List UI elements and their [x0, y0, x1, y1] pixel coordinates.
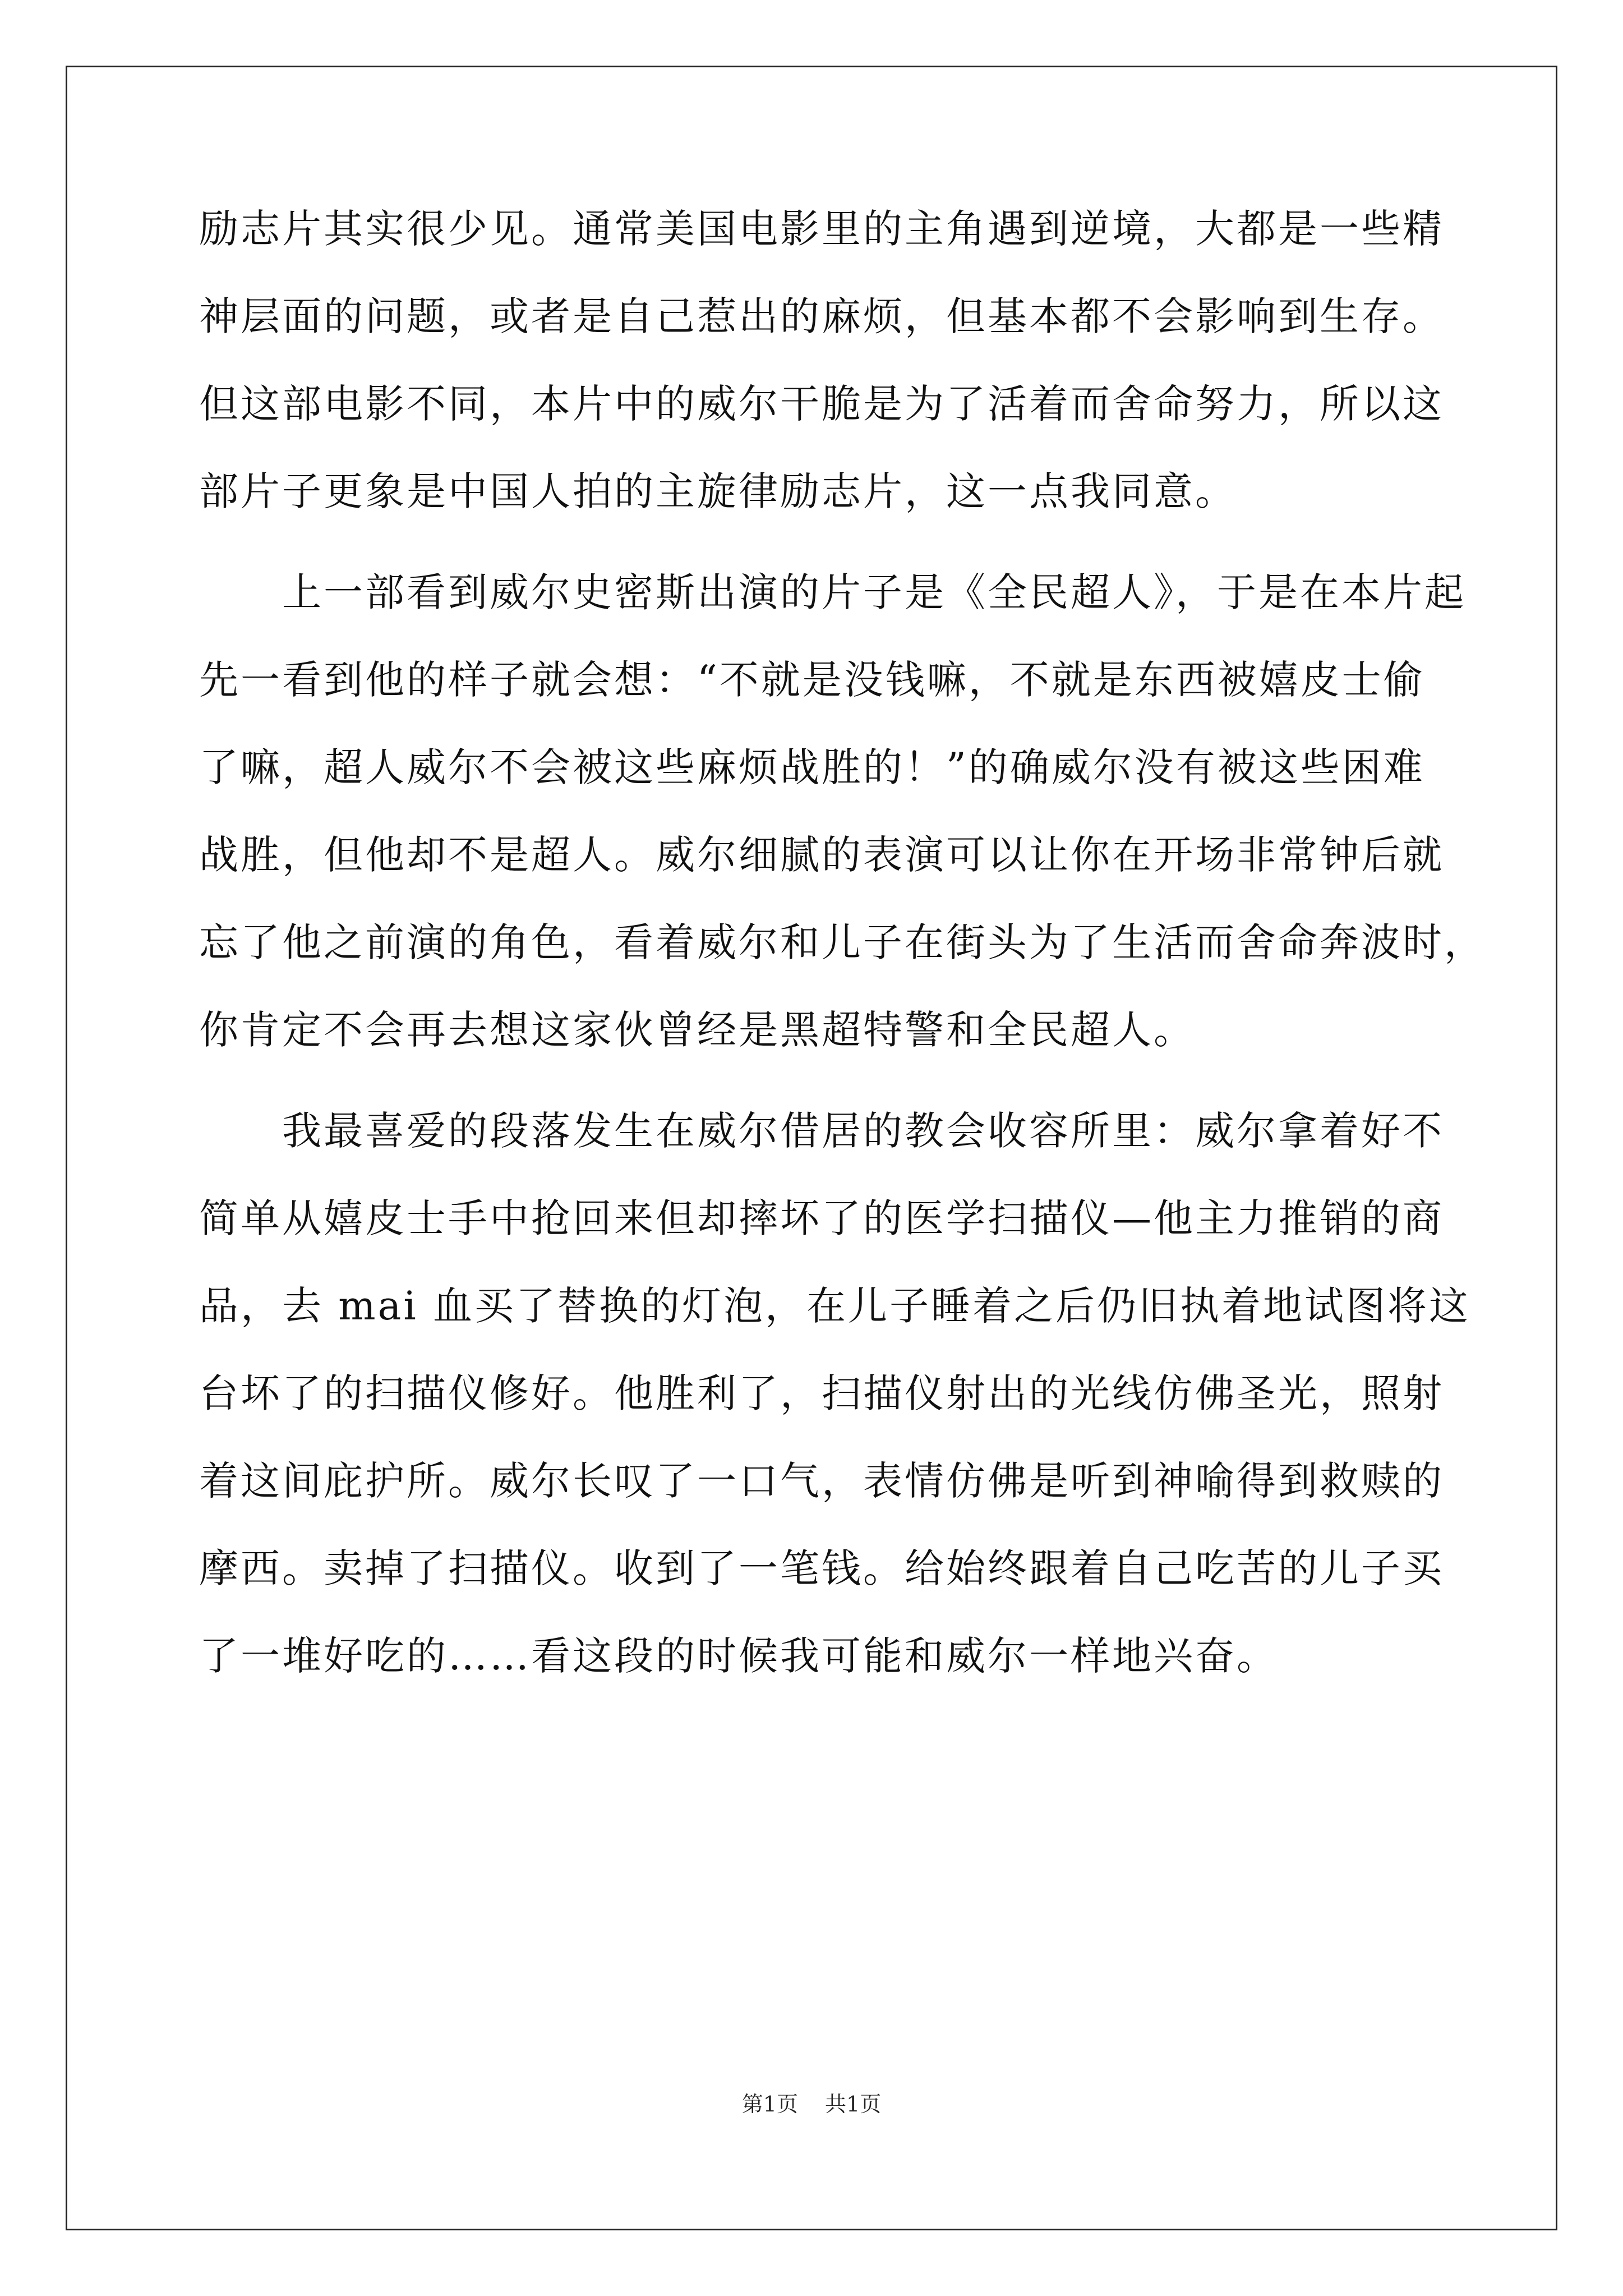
text-line: 战胜，但他却不是超人。威尔细腻的表演可以让你在开场非常钟后就	[199, 832, 1444, 878]
text-line: 简单从嬉皮士手中抢回来但却摔坏了的医学扫描仪—他主力推销的商	[199, 1195, 1444, 1241]
page-total: 共1页	[825, 2092, 882, 2116]
text-line: 台坏了的扫描仪修好。他胜利了，扫描仪射出的光线仿佛圣光，照射	[199, 1370, 1444, 1416]
text-line: 神层面的问题，或者是自己惹出的麻烦，但基本都不会影响到生存。	[199, 293, 1444, 339]
text-line: 但这部电影不同，本片中的威尔干脆是为了活着而舍命努力，所以这	[199, 381, 1444, 427]
text-line: 上一部看到威尔史密斯出演的片子是《全民超人》，于是在本片起	[199, 569, 1466, 615]
page-number: 第1页	[741, 2092, 798, 2116]
paragraph-3	[199, 1087, 1470, 1700]
text-line: 先一看到他的样子就会想：“不就是没钱嘛，不就是东西被嬉皮士偷	[199, 657, 1425, 703]
text-line: 着这间庇护所。威尔长叹了一口气，表情仿佛是听到神喻得到救赎的	[199, 1458, 1444, 1504]
text-line: 部片子更象是中国人拍的主旋律励志片，这一点我同意。	[199, 468, 1237, 514]
paragraph-2	[199, 549, 1486, 1074]
paragraph-gap	[199, 1074, 1433, 1087]
page-footer	[0, 2087, 1623, 2118]
paragraph-gap	[199, 535, 1433, 549]
text-line: 摩西。卖掉了扫描仪。收到了一笔钱。给始终跟着自己吃苦的儿子买	[199, 1545, 1444, 1591]
body-text	[199, 185, 1486, 1700]
paragraph-1	[199, 185, 1444, 535]
text-line: 忘了他之前演的角色，看着威尔和儿子在街头为了生活而舍命奔波时，	[199, 919, 1486, 965]
text-line: 励志片其实很少见。通常美国电影里的主角遇到逆境，大都是一些精	[199, 206, 1444, 252]
text-line: 你肯定不会再去想这家伙曾经是黑超特警和全民超人。	[199, 1007, 1195, 1053]
text-line: 我最喜爱的段落发生在威尔借居的教会收容所里：威尔拿着好不	[199, 1108, 1444, 1154]
text-line: 了嘛，超人威尔不会被这些麻烦战胜的！”的确威尔没有被这些困难	[199, 744, 1425, 790]
text-line: 了一堆好吃的……看这段的时候我可能和威尔一样地兴奋。	[199, 1633, 1278, 1679]
text-line: 品，去 mai 血买了替换的灯泡，在儿子睡着之后仍旧执着地试图将这	[199, 1283, 1470, 1329]
